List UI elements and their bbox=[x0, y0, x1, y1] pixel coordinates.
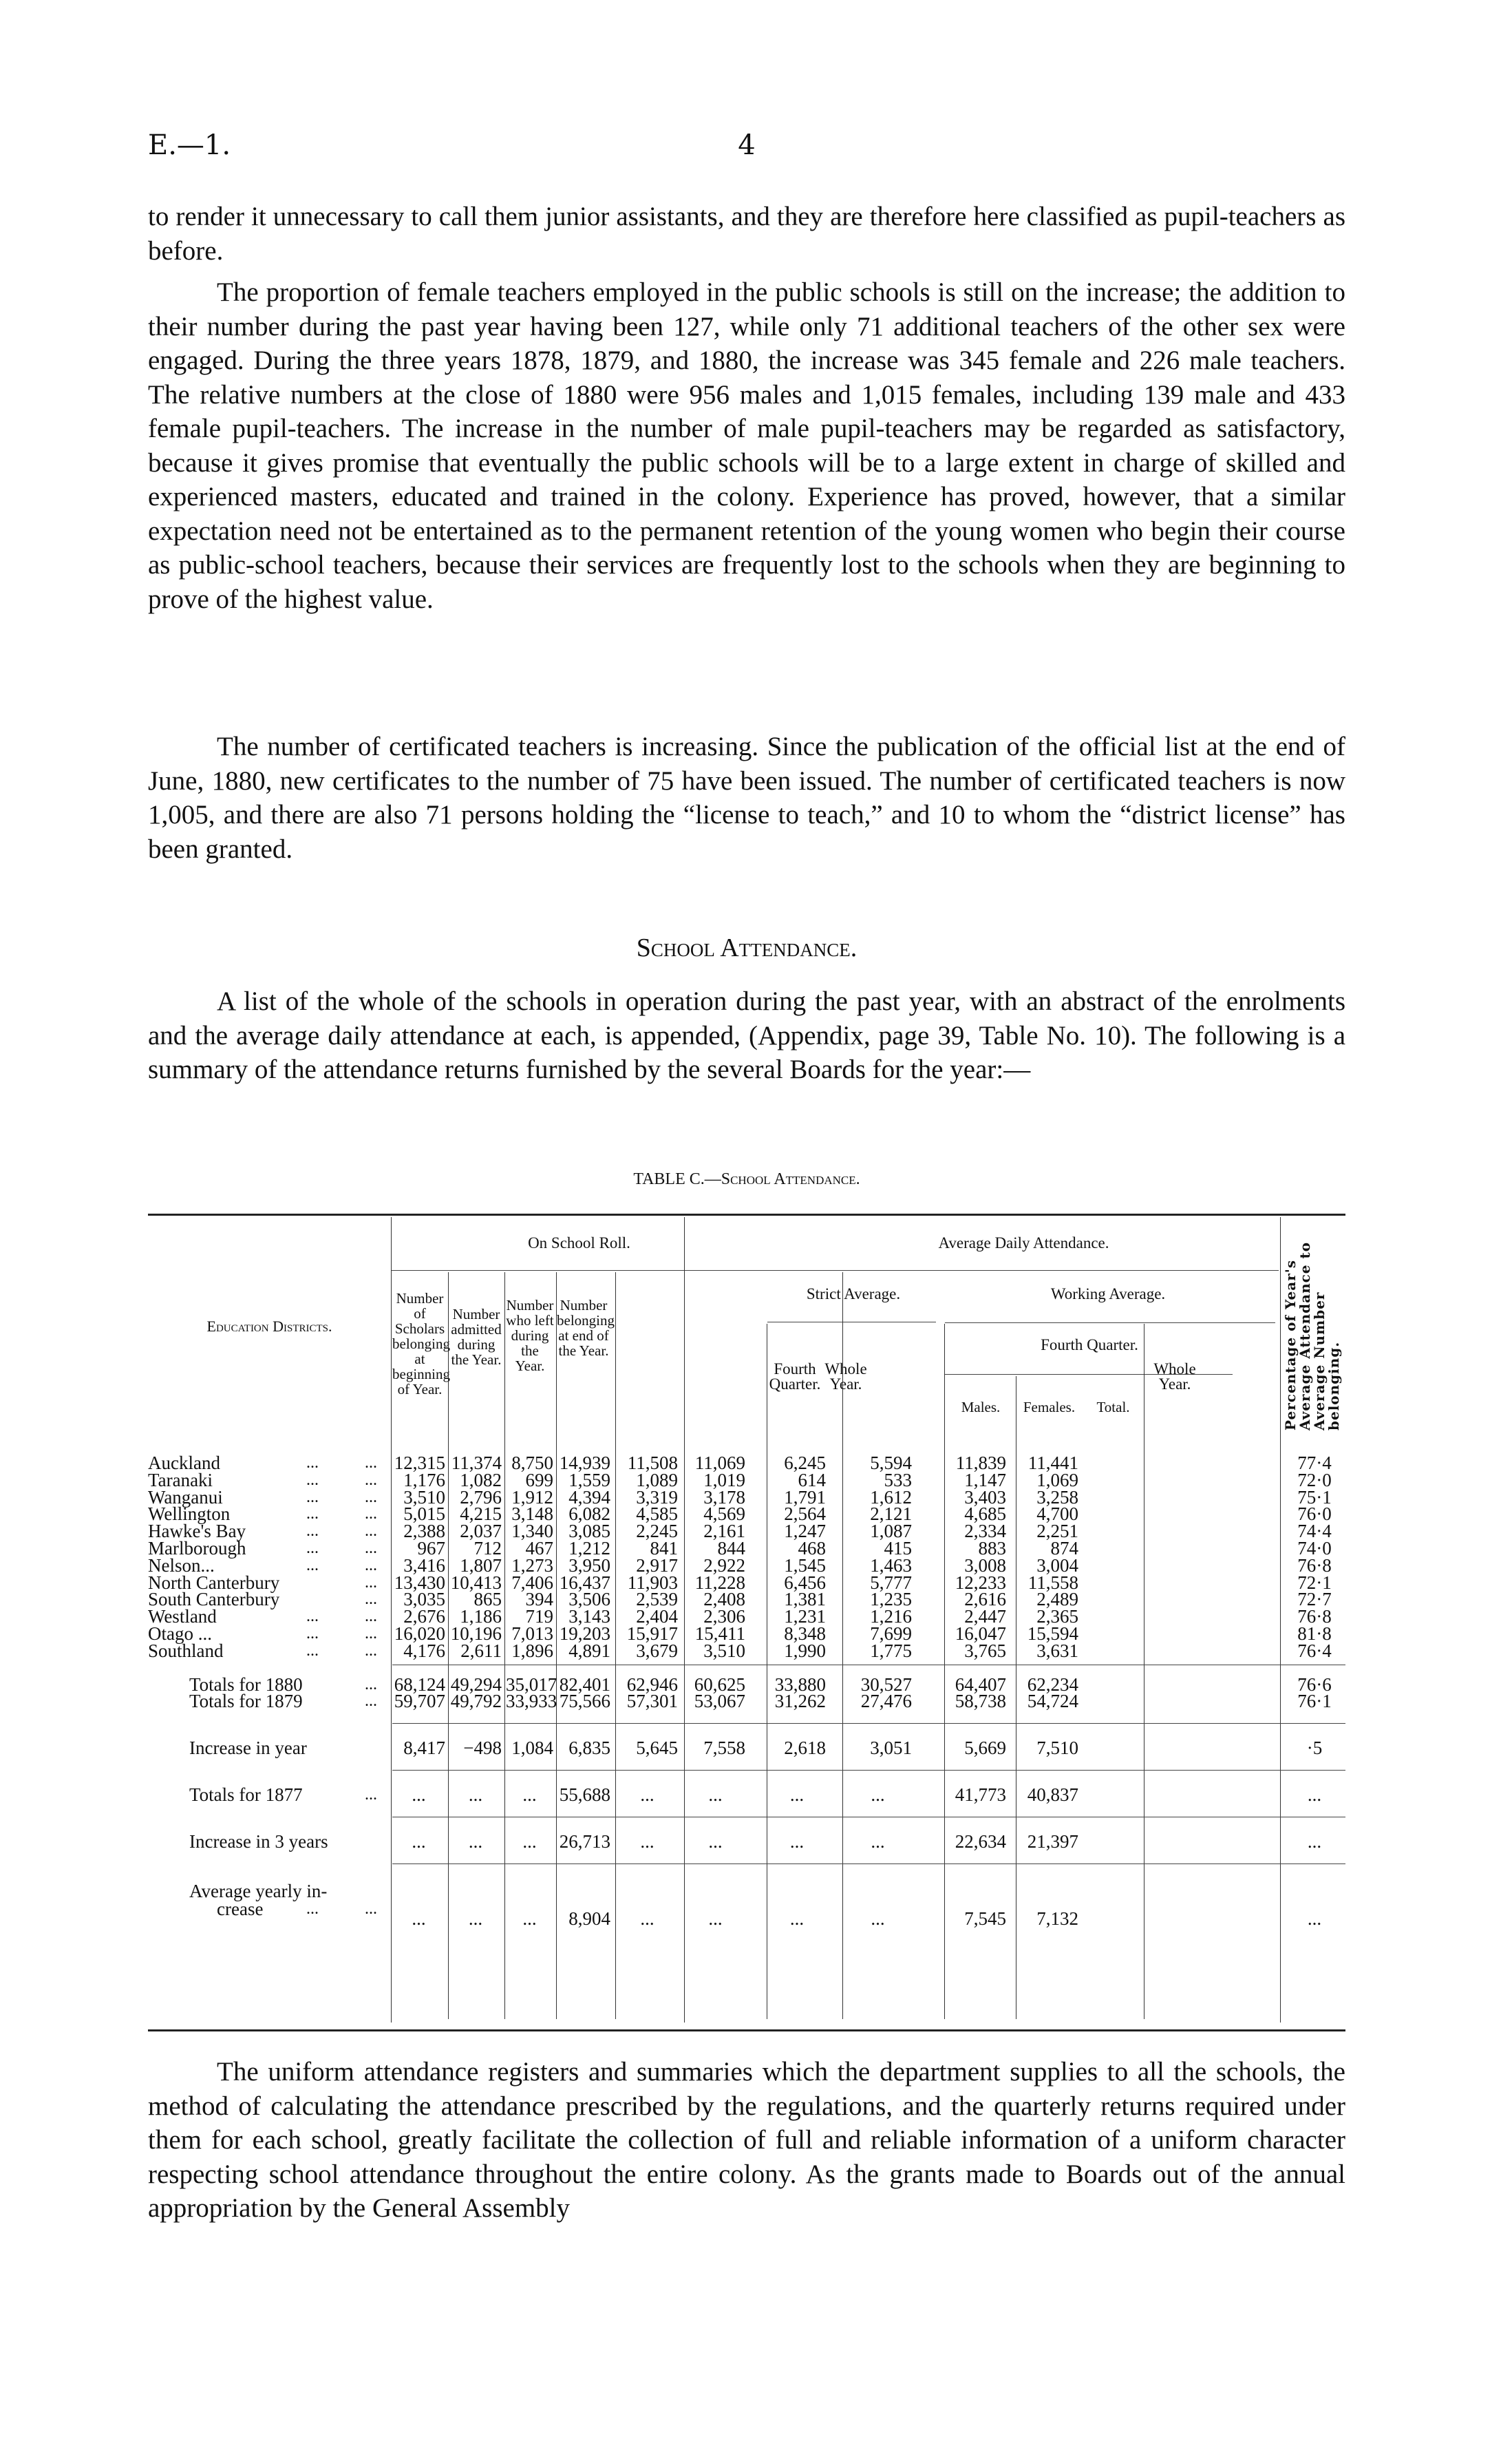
totals-1877-row-cell: ... bbox=[789, 1784, 805, 1805]
district-name: South Canterbury bbox=[148, 1589, 280, 1610]
totals-1877-row-cell: 40,837 bbox=[1027, 1784, 1078, 1805]
district-row-cell: 1,089 bbox=[636, 1469, 678, 1490]
district-row-cell: 16,437 bbox=[559, 1572, 610, 1593]
column-rule bbox=[556, 1272, 557, 2019]
district-row-cell: 13,430 bbox=[394, 1572, 445, 1593]
avg-yearly-label-line2: crease bbox=[217, 1899, 264, 1919]
district-row-cell: 1,381 bbox=[784, 1589, 826, 1610]
column-rule bbox=[684, 1217, 685, 2023]
increase-year-row-cell: 6,835 bbox=[568, 1738, 610, 1758]
header-col-percentage: Percentage of Year's Average Attendance to Average Number belonging. bbox=[1282, 1241, 1342, 1430]
avg-yearly-row-cell: ... bbox=[468, 1908, 483, 1929]
avg-yearly-row-cell: ... bbox=[789, 1908, 805, 1929]
district-row-cell: 72·1 bbox=[1297, 1572, 1332, 1593]
district-row-cell: 1,069 bbox=[1036, 1469, 1078, 1490]
district-row-cell: 2,161 bbox=[703, 1521, 745, 1542]
header-on-school-roll: On School Roll. bbox=[528, 1234, 630, 1252]
leader-dots: ... bbox=[306, 1505, 319, 1523]
header-col-strict-year: Whole Year. bbox=[824, 1360, 867, 1393]
district-row-cell: 4,176 bbox=[403, 1640, 445, 1661]
district-row-cell: 1,807 bbox=[460, 1554, 502, 1576]
header-strict-average: Strict Average. bbox=[806, 1285, 901, 1302]
district-row-cell: 1,176 bbox=[403, 1469, 445, 1490]
district-row-cell: 8,750 bbox=[511, 1453, 553, 1473]
leader-dots: ... bbox=[365, 1454, 377, 1472]
district-row-cell: 11,558 bbox=[1027, 1572, 1078, 1593]
increase-year-row-cell: 2,618 bbox=[784, 1738, 826, 1758]
district-row-cell: 865 bbox=[473, 1589, 502, 1610]
district-row-cell: 81·8 bbox=[1297, 1623, 1332, 1644]
district-row-cell: 1,559 bbox=[568, 1469, 610, 1490]
totals-1877-row-cell: 41,773 bbox=[955, 1784, 1006, 1805]
district-row-cell: 4,891 bbox=[568, 1640, 610, 1661]
district-row-cell: 1,235 bbox=[870, 1589, 912, 1610]
district-row-cell: 1,912 bbox=[511, 1486, 553, 1508]
district-row-cell: 7,013 bbox=[511, 1623, 553, 1644]
district-row-cell: 16,020 bbox=[394, 1623, 445, 1644]
increase-3yrs-row-cell: ... bbox=[789, 1831, 805, 1852]
increase-year-row-cell: 5,645 bbox=[636, 1738, 678, 1758]
totals-1877-row-cell: ... bbox=[412, 1784, 426, 1805]
district-row-cell: 15,411 bbox=[694, 1623, 745, 1644]
leader-dots: ... bbox=[365, 1625, 377, 1643]
totals-1880-label: Totals for 1880 bbox=[189, 1674, 303, 1695]
column-rule bbox=[842, 1272, 843, 2019]
district-row-cell: 394 bbox=[525, 1589, 553, 1610]
district-row-cell: 3,319 bbox=[636, 1486, 678, 1508]
totals-1877-row-cell: ... bbox=[871, 1784, 885, 1805]
district-row-cell: 614 bbox=[798, 1469, 826, 1490]
header-education-districts: Education Districts. bbox=[206, 1318, 332, 1335]
header-group-rule bbox=[391, 1270, 1279, 1271]
totals-1879-row-cell: 58,738 bbox=[955, 1691, 1006, 1711]
district-row-cell: 76·8 bbox=[1297, 1554, 1332, 1576]
district-row-cell: 3,416 bbox=[403, 1554, 445, 1576]
district-row-cell: 3,403 bbox=[964, 1486, 1006, 1508]
leader-dots: ... bbox=[306, 1607, 319, 1626]
header-col-work-year: Whole Year. bbox=[1153, 1360, 1196, 1393]
totals-1877-row-cell: 55,688 bbox=[559, 1784, 610, 1805]
table-top-rule bbox=[148, 1214, 1345, 1216]
district-row-cell: 3,008 bbox=[964, 1554, 1006, 1576]
table-bottom-rule bbox=[148, 2029, 1345, 2031]
district-row-cell: 1,791 bbox=[784, 1486, 826, 1508]
district-row-cell: 10,413 bbox=[450, 1572, 502, 1593]
district-name: Westland bbox=[148, 1606, 217, 1627]
district-name: Otago ... bbox=[148, 1623, 212, 1644]
district-row-cell: 468 bbox=[798, 1538, 826, 1559]
increase-year-row-cell: 7,558 bbox=[703, 1738, 745, 1758]
district-name: North Canterbury bbox=[148, 1572, 280, 1593]
leader-dots: ... bbox=[365, 1488, 377, 1506]
leader-dots: ... bbox=[365, 1692, 377, 1710]
district-row-cell: 415 bbox=[884, 1538, 912, 1559]
district-row-cell: 4,569 bbox=[703, 1503, 745, 1525]
district-row-cell: 6,082 bbox=[568, 1503, 610, 1525]
paragraph-female-teachers: The proportion of female teachers employed in the public schools is still on the increase; the addition to their number during the past year having been 127, while only 71 additional teachers of the other sex were engaged. During the three years 1878, 1879, and 1880, the increase was 345 female and 226 male teachers. The relative numbers at the close of 1880 were 956 males and 1,015 females, including 139 male and 433 female pupil-teachers. The increase in the number of male pupil-teachers may be regarded as satisfactory, because it gives promise that eventually the public schools will be to a large extent in charge of skilled and experienced masters, educated and trained in the colony. Experience has proved, however, that a similar expectation need not be entertained as to the permanent retention of the young women who begin their course as public-school teachers, because their services are frequently lost to the schools when they are beginning to prove of the highest value. bbox=[148, 277, 1345, 614]
district-row-cell: 5,015 bbox=[403, 1503, 445, 1525]
leader-dots: ... bbox=[365, 1539, 377, 1557]
header-col-admitted: Number admitted during the Year. bbox=[451, 1306, 502, 1368]
header-col-left: Number who left during the Year. bbox=[506, 1297, 554, 1374]
avg-yearly-label-line1: Average yearly in- bbox=[189, 1881, 328, 1901]
district-row-cell: 1,247 bbox=[784, 1521, 826, 1542]
totals-1879-row-cell: 27,476 bbox=[860, 1691, 912, 1711]
leader-dots: ... bbox=[365, 1470, 377, 1489]
increase-year-row-cell: 1,084 bbox=[511, 1738, 553, 1758]
avg-yearly-row-cell: ... bbox=[708, 1908, 723, 1929]
avg-yearly-row-cell: ... bbox=[871, 1908, 885, 1929]
paragraph-certificated-teachers: The number of certificated teachers is increasing. Since the publication of the official list at the end of June, 1880, new certificates to the number of 75 have been issued. The number of certificated teachers is now 1,005, and there are also 71 persons holding the “license to teach,” and 10 to whom the “district license” has been granted. bbox=[148, 732, 1345, 864]
district-name: Hawke's Bay bbox=[148, 1521, 246, 1542]
district-row-cell: 11,069 bbox=[694, 1453, 745, 1473]
increase-year-label: Increase in year bbox=[189, 1738, 307, 1758]
district-row-cell: 3,679 bbox=[636, 1640, 678, 1661]
working-average-rule bbox=[945, 1322, 1275, 1323]
district-row-cell: 2,121 bbox=[870, 1503, 912, 1525]
avg-yearly-row-cell: ... bbox=[522, 1908, 537, 1929]
leader-dots: ... bbox=[365, 1641, 377, 1660]
district-row-cell: 2,365 bbox=[1036, 1606, 1078, 1627]
leader-dots: ... bbox=[306, 1900, 319, 1918]
district-row-cell: 6,456 bbox=[784, 1572, 826, 1593]
totals-1879-row-cell: 59,707 bbox=[394, 1691, 445, 1711]
district-row-cell: 11,228 bbox=[694, 1572, 745, 1593]
totals-1877-row-cell: ... bbox=[708, 1784, 723, 1805]
leader-dots: ... bbox=[365, 1573, 377, 1592]
district-row-cell: 8,348 bbox=[784, 1623, 826, 1644]
district-row-cell: 4,394 bbox=[568, 1486, 610, 1508]
increase-3yrs-row-cell: ... bbox=[522, 1831, 537, 1852]
increase-3yrs-row-cell: ... bbox=[412, 1831, 426, 1852]
district-row-cell: 874 bbox=[1050, 1538, 1078, 1559]
increase-year-row-cell: 5,669 bbox=[964, 1738, 1006, 1758]
district-row-cell: 15,594 bbox=[1027, 1623, 1078, 1644]
leader-dots: ... bbox=[306, 1522, 319, 1541]
header-fourth-quarter-group: Fourth Quarter. bbox=[1041, 1336, 1138, 1353]
district-row-cell: 2,611 bbox=[460, 1640, 502, 1661]
district-row-cell: 3,178 bbox=[703, 1486, 745, 1508]
district-name: Auckland bbox=[148, 1453, 220, 1473]
district-row-cell: 72·0 bbox=[1297, 1469, 1332, 1490]
totals-1879-row-cell: 33,933 bbox=[506, 1691, 557, 1711]
district-row-cell: 2,676 bbox=[403, 1606, 445, 1627]
totals-1880-row-cell: 76·6 bbox=[1297, 1674, 1332, 1695]
header-col-females: Females. bbox=[1023, 1399, 1076, 1415]
district-row-cell: 2,251 bbox=[1036, 1521, 1078, 1542]
district-row-cell: 77·4 bbox=[1297, 1453, 1332, 1473]
district-row-cell: 1,082 bbox=[460, 1469, 502, 1490]
totals-1880-row-cell: 30,527 bbox=[860, 1674, 912, 1695]
table-title-prefix: TABLE C.— bbox=[633, 1170, 721, 1188]
district-row-cell: 2,404 bbox=[636, 1606, 678, 1627]
district-row-cell: 16,047 bbox=[955, 1623, 1006, 1644]
leader-dots: ... bbox=[365, 1607, 377, 1626]
district-row-cell: 5,594 bbox=[870, 1453, 912, 1473]
totals-1880-row-cell: 60,625 bbox=[694, 1674, 745, 1695]
district-name: Nelson... bbox=[148, 1554, 215, 1576]
district-row-cell: 74·4 bbox=[1297, 1521, 1332, 1542]
district-row-cell: 2,245 bbox=[636, 1521, 678, 1542]
avg-yearly-row-cell: ... bbox=[640, 1908, 654, 1929]
district-row-cell: 3,950 bbox=[568, 1554, 610, 1576]
column-rule bbox=[448, 1272, 449, 2019]
district-row-cell: 1,019 bbox=[703, 1469, 745, 1490]
leader-dots: ... bbox=[365, 1786, 377, 1804]
district-row-cell: 2,334 bbox=[964, 1521, 1006, 1542]
district-row-cell: 4,215 bbox=[460, 1503, 502, 1525]
district-row-cell: 11,903 bbox=[627, 1572, 678, 1593]
district-row-cell: 11,839 bbox=[955, 1453, 1006, 1473]
district-row-cell: 2,796 bbox=[460, 1486, 502, 1508]
district-row-cell: 699 bbox=[525, 1469, 553, 1490]
district-row-cell: 1,896 bbox=[511, 1640, 553, 1661]
header-col-total: Total. bbox=[1096, 1399, 1130, 1415]
column-rule bbox=[504, 1272, 505, 2019]
district-row-cell: 3,258 bbox=[1036, 1486, 1078, 1508]
totals-1879-row-cell: 53,067 bbox=[694, 1691, 745, 1711]
district-row-cell: 11,374 bbox=[451, 1453, 502, 1473]
district-row-cell: 72·7 bbox=[1297, 1589, 1332, 1610]
increase-year-row-cell: 7,510 bbox=[1036, 1738, 1078, 1758]
increase-year-row-cell: 3,051 bbox=[870, 1738, 912, 1758]
district-row-cell: 15,917 bbox=[626, 1623, 678, 1644]
increase-3yrs-row-cell: ... bbox=[1307, 1831, 1322, 1852]
totals-1880-row-cell: 62,234 bbox=[1027, 1674, 1078, 1695]
district-row-cell: 12,233 bbox=[955, 1572, 1006, 1593]
header-col-males: Males. bbox=[961, 1399, 1001, 1415]
totals-1879-row-cell: 76·1 bbox=[1297, 1691, 1332, 1711]
district-row-cell: 2,388 bbox=[403, 1521, 445, 1542]
district-row-cell: 76·8 bbox=[1297, 1606, 1332, 1627]
district-row-cell: 2,917 bbox=[636, 1554, 678, 1576]
column-rule bbox=[615, 1272, 616, 2019]
district-row-cell: 3,004 bbox=[1036, 1554, 1078, 1576]
district-name: Marlborough bbox=[148, 1538, 246, 1559]
page-header bbox=[148, 129, 1345, 171]
district-row-cell: 7,406 bbox=[511, 1572, 553, 1593]
school-attendance-table bbox=[148, 1214, 1345, 2023]
avg-yearly-row-cell: 7,132 bbox=[1036, 1908, 1078, 1929]
totals-1880-row-cell: 68,124 bbox=[394, 1674, 445, 1695]
leader-dots: ... bbox=[365, 1505, 377, 1523]
totals-1879-row-cell: 75,566 bbox=[559, 1691, 610, 1711]
district-row-cell: 75·1 bbox=[1297, 1486, 1332, 1508]
increase-year-row-cell: 8,417 bbox=[403, 1738, 445, 1758]
district-row-cell: 3,510 bbox=[703, 1640, 745, 1661]
totals-1877-row-cell: ... bbox=[522, 1784, 537, 1805]
increase-3yrs-row-cell: 22,634 bbox=[955, 1831, 1006, 1852]
row-separator-rule bbox=[392, 1770, 1345, 1771]
district-row-cell: 967 bbox=[417, 1538, 445, 1559]
increase-3yrs-row-cell: ... bbox=[468, 1831, 483, 1852]
increase-3yrs-row-cell: ... bbox=[708, 1831, 723, 1852]
district-row-cell: 1,340 bbox=[511, 1521, 553, 1542]
district-row-cell: 4,585 bbox=[636, 1503, 678, 1525]
leader-dots: ... bbox=[365, 1522, 377, 1541]
district-row-cell: 2,564 bbox=[784, 1503, 826, 1525]
totals-1879-row-cell: 54,724 bbox=[1027, 1691, 1078, 1711]
totals-1877-row-cell: ... bbox=[468, 1784, 483, 1805]
district-row-cell: 74·0 bbox=[1297, 1538, 1332, 1559]
district-row-cell: 533 bbox=[884, 1469, 912, 1490]
totals-1877-row-cell: ... bbox=[640, 1784, 654, 1805]
totals-1879-row-cell: 57,301 bbox=[626, 1691, 678, 1711]
header-average-daily-attendance: Average Daily Attendance. bbox=[938, 1234, 1109, 1252]
header-working-average: Working Average. bbox=[1050, 1285, 1166, 1302]
leader-dots: ... bbox=[306, 1470, 319, 1489]
district-row-cell: 3,143 bbox=[568, 1606, 610, 1627]
district-name: Wanganui bbox=[148, 1486, 223, 1508]
table-title bbox=[148, 1170, 1345, 1189]
district-row-cell: 2,539 bbox=[636, 1589, 678, 1610]
district-name: Southland bbox=[148, 1640, 224, 1661]
district-row-cell: 3,765 bbox=[964, 1640, 1006, 1661]
district-row-cell: 1,147 bbox=[964, 1469, 1006, 1490]
district-row-cell: 712 bbox=[473, 1538, 502, 1559]
district-row-cell: 719 bbox=[525, 1606, 553, 1627]
increase-3yrs-label: Increase in 3 years bbox=[189, 1831, 328, 1852]
row-separator-rule bbox=[392, 1723, 1345, 1724]
district-name: Wellington bbox=[148, 1503, 231, 1525]
avg-yearly-row-cell: 7,545 bbox=[964, 1908, 1006, 1929]
district-row-cell: 1,216 bbox=[870, 1606, 912, 1627]
district-row-cell: 3,085 bbox=[568, 1521, 610, 1542]
leader-dots: ... bbox=[306, 1454, 319, 1472]
district-row-cell: 883 bbox=[978, 1538, 1006, 1559]
district-row-cell: 12,315 bbox=[394, 1453, 445, 1473]
increase-year-row-cell: −498 bbox=[463, 1738, 502, 1758]
increase-3yrs-row-cell: 26,713 bbox=[559, 1831, 610, 1852]
column-rule bbox=[1280, 1217, 1281, 2023]
column-rule bbox=[391, 1217, 392, 2023]
district-row-cell: 3,035 bbox=[403, 1589, 445, 1610]
header-col-strict-q4: Fourth Quarter. bbox=[769, 1360, 821, 1393]
district-row-cell: 19,203 bbox=[559, 1623, 610, 1644]
avg-yearly-row-cell: ... bbox=[1307, 1908, 1322, 1929]
district-row-cell: 11,508 bbox=[627, 1453, 678, 1473]
table-title-main: School Attendance. bbox=[721, 1170, 860, 1188]
increase-3yrs-row-cell: ... bbox=[871, 1831, 885, 1852]
leader-dots: ... bbox=[306, 1641, 319, 1660]
section-title: School Attendance. bbox=[636, 933, 858, 962]
leader-dots: ... bbox=[306, 1539, 319, 1557]
district-row-cell: 2,489 bbox=[1036, 1589, 1078, 1610]
row-separator-rule bbox=[392, 1863, 1345, 1864]
page-number: 4 bbox=[738, 129, 756, 161]
district-row-cell: 4,700 bbox=[1036, 1503, 1078, 1525]
district-row-cell: 2,447 bbox=[964, 1606, 1006, 1627]
leader-dots: ... bbox=[365, 1556, 377, 1574]
district-row-cell: 3,510 bbox=[403, 1486, 445, 1508]
increase-3yrs-row-cell: ... bbox=[640, 1831, 654, 1852]
district-row-cell: 6,245 bbox=[784, 1453, 826, 1473]
district-name: Taranaki bbox=[148, 1469, 213, 1490]
district-row-cell: 11,441 bbox=[1027, 1453, 1078, 1473]
leader-dots: ... bbox=[306, 1488, 319, 1506]
increase-3yrs-row-cell: 21,397 bbox=[1027, 1831, 1078, 1852]
totals-1880-row-cell: 82,401 bbox=[559, 1674, 610, 1695]
district-row-cell: 1,186 bbox=[460, 1606, 502, 1627]
district-row-cell: 2,037 bbox=[460, 1521, 502, 1542]
district-row-cell: 2,616 bbox=[964, 1589, 1006, 1610]
totals-1879-label: Totals for 1879 bbox=[189, 1691, 303, 1711]
avg-yearly-row-cell: ... bbox=[412, 1908, 426, 1929]
district-row-cell: 7,699 bbox=[870, 1623, 912, 1644]
paragraph-school-attendance-intro: A list of the whole of the schools in operation during the past year, with an abstract of the enrolments and the average daily attendance at each, is appended, (Appendix, page 39, Table No. 10). The following is a summary of the attendance returns furnished by the several Boards for the year:— bbox=[148, 986, 1345, 1084]
district-row-cell: 3,631 bbox=[1036, 1640, 1078, 1661]
district-row-cell: 841 bbox=[650, 1538, 678, 1559]
totals-1877-label: Totals for 1877 bbox=[189, 1784, 303, 1805]
increase-year-row-cell: ·5 bbox=[1306, 1738, 1323, 1758]
totals-1879-row-cell: 49,792 bbox=[450, 1691, 502, 1711]
district-row-cell: 2,408 bbox=[703, 1589, 745, 1610]
district-row-cell: 1,463 bbox=[870, 1554, 912, 1576]
district-row-cell: 844 bbox=[717, 1538, 745, 1559]
totals-1880-row-cell: 33,880 bbox=[774, 1674, 826, 1695]
header-col-end: Number belonging at end of the Year. bbox=[557, 1297, 615, 1359]
document-reference: E.—1. bbox=[148, 129, 231, 161]
district-row-cell: 1,612 bbox=[870, 1486, 912, 1508]
district-row-cell: 467 bbox=[525, 1538, 553, 1559]
district-row-cell: 76·0 bbox=[1297, 1503, 1332, 1525]
totals-1880-row-cell: 49,294 bbox=[450, 1674, 502, 1695]
district-row-cell: 4,685 bbox=[964, 1503, 1006, 1525]
leader-dots: ... bbox=[306, 1625, 319, 1643]
totals-1880-row-cell: 62,946 bbox=[626, 1674, 678, 1695]
header-col-beginning: Number of Scholars belonging at beginning of Year. bbox=[392, 1290, 450, 1397]
district-row-cell: 2,306 bbox=[703, 1606, 745, 1627]
district-row-cell: 1,273 bbox=[511, 1554, 553, 1576]
district-row-cell: 2,922 bbox=[703, 1554, 745, 1576]
district-row-cell: 3,506 bbox=[568, 1589, 610, 1610]
leader-dots: ... bbox=[306, 1556, 319, 1574]
paragraph-continuation: to render it unnecessary to call them junior assistants, and they are therefore here classified as pupil-teachers as before. bbox=[148, 202, 1345, 266]
district-row-cell: 10,196 bbox=[450, 1623, 502, 1644]
district-row-cell: 1,545 bbox=[784, 1554, 826, 1576]
totals-1880-row-cell: 64,407 bbox=[955, 1674, 1006, 1695]
paragraph-uniform-registers: The uniform attendance registers and summaries which the department supplies to all the schools, the method of calculating the attendance prescribed by the regulations, and the quarterly returns required under them for each school, greatly facilitate the collection of full and reliable information of a uniform character respecting school attendance throughout the entire colony. As the grants made to Boards out of the annual appropriation by the General Assembly bbox=[148, 2057, 1345, 2223]
totals-1879-row-cell: 31,262 bbox=[774, 1691, 826, 1711]
leader-dots: ... bbox=[365, 1590, 377, 1609]
district-row-cell: 1,231 bbox=[784, 1606, 826, 1627]
leader-dots: ... bbox=[365, 1676, 377, 1693]
leader-dots: ... bbox=[365, 1900, 377, 1918]
district-row-cell: 14,939 bbox=[559, 1453, 610, 1473]
district-row-cell: 3,148 bbox=[511, 1503, 553, 1525]
district-row-cell: 76·4 bbox=[1297, 1640, 1332, 1661]
totals-1877-row-cell: ... bbox=[1307, 1784, 1322, 1805]
district-row-cell: 1,775 bbox=[870, 1640, 912, 1661]
totals-1880-row-cell: 35,017 bbox=[506, 1674, 557, 1695]
district-row-cell: 1,212 bbox=[568, 1538, 610, 1559]
avg-yearly-row-cell: 8,904 bbox=[568, 1908, 610, 1929]
district-row-cell: 5,777 bbox=[870, 1572, 912, 1593]
district-row-cell: 1,990 bbox=[784, 1640, 826, 1661]
district-row-cell: 1,087 bbox=[870, 1521, 912, 1542]
